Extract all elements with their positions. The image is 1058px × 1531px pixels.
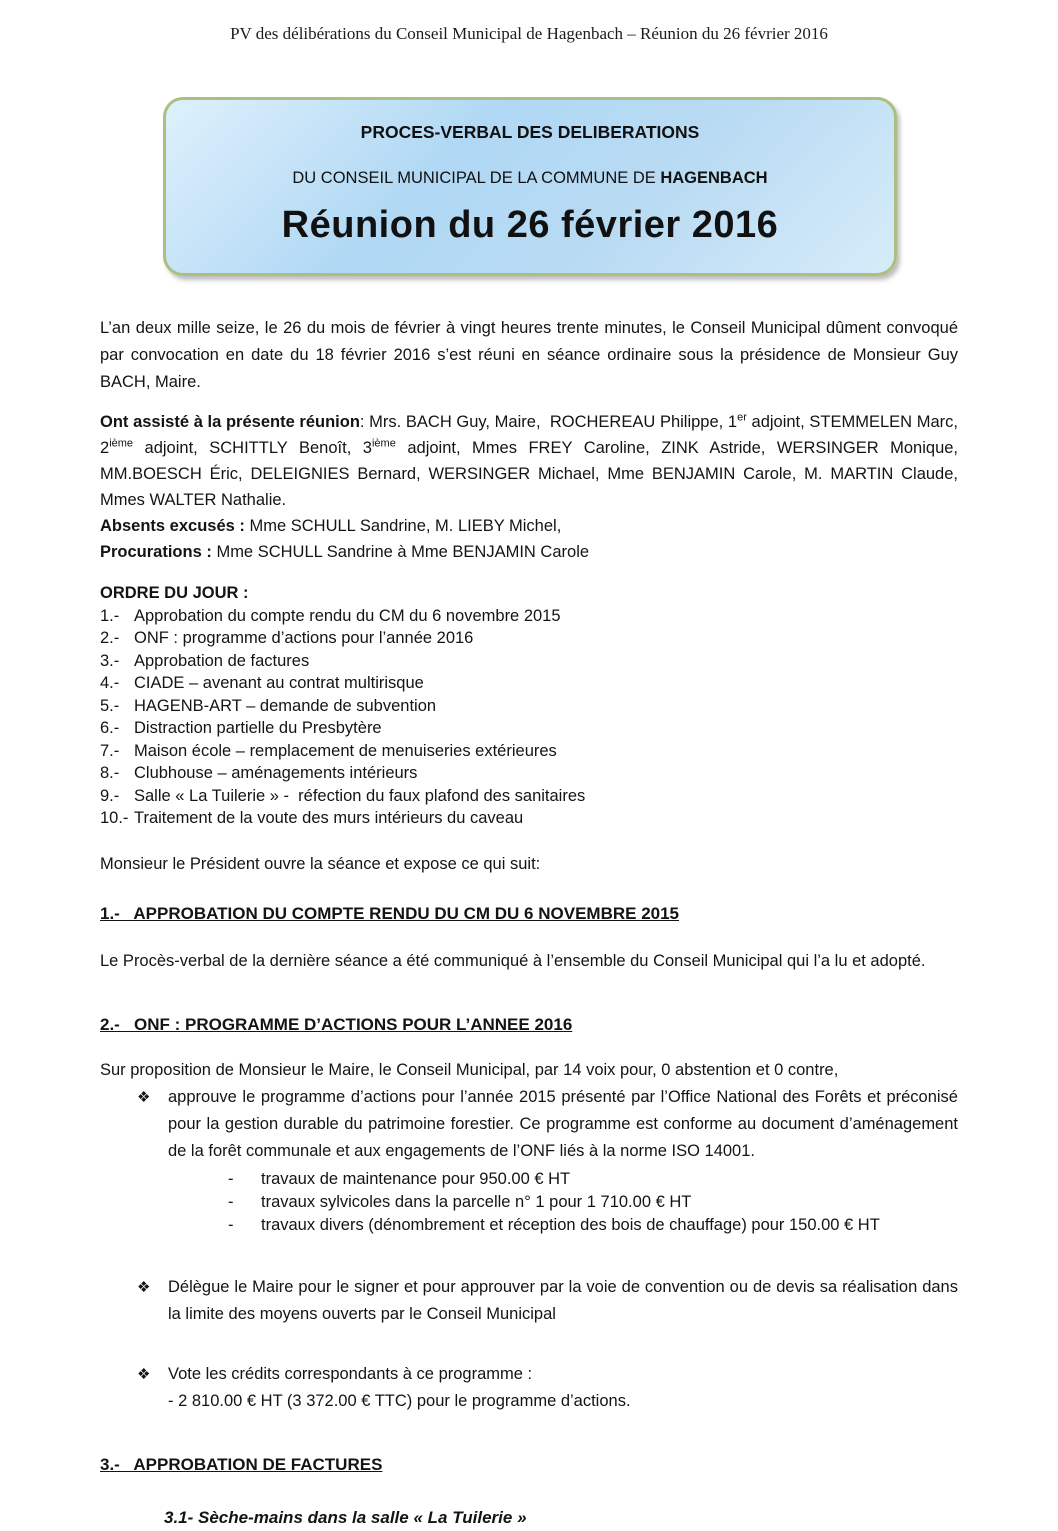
agenda-item xyxy=(100,672,958,695)
attendees-part2: adjoint, STEMMELEN Marc, 2 xyxy=(100,413,958,457)
bullet-text: Vote les crédits correspondants à ce programme : xyxy=(168,1364,533,1383)
agenda-item-text: Traitement de la voute des murs intérieurs du caveau xyxy=(134,809,524,827)
agenda-item xyxy=(100,650,958,673)
attendees-sup-er: er xyxy=(737,411,747,424)
intro-paragraph: L’an deux mille seize, le 26 du mois de février à vingt heures trente minutes, le Conseil Municipal dûment convoqué par convocation en date du 18 février 2016 s’est réuni en séance ordinaire sous la présidence de Monsieur Guy BACH, Maire. xyxy=(100,319,958,391)
meeting-title: Réunion du 26 février 2016 xyxy=(281,204,779,246)
agenda-item-text: ONF : programme d’actions pour l’année 2016 xyxy=(134,629,474,647)
absents-line xyxy=(100,513,958,539)
absents-text: Mme SCHULL Sandrine, M. LIEBY Michel, xyxy=(244,517,562,535)
running-header: PV des délibérations du Conseil Municipal de Hagenbach – Réunion du 26 février 2016 xyxy=(230,24,828,43)
bullet-item-delegue xyxy=(100,1274,958,1328)
agenda-item-number: 10.- xyxy=(100,809,129,827)
agenda-item xyxy=(100,740,958,763)
diamond-bullet-icon: ❖ xyxy=(137,1088,151,1106)
section-2-intro: Sur proposition de Monsieur le Maire, le Conseil Municipal, par 14 voix pour, 0 abstention et 0 contre, xyxy=(100,1060,839,1079)
attendees-block xyxy=(100,409,958,565)
agenda-item-number: 2.- xyxy=(100,629,120,647)
bullet-text: Délègue le Maire pour le signer et pour approuver par la voie de convention ou de devis sa réalisation dans la limite des moyens ouverts par le Conseil Municipal xyxy=(168,1277,958,1323)
agenda-item xyxy=(100,807,958,830)
bullet-item-approve xyxy=(100,1084,958,1165)
sub-dash-text: travaux divers (dénombrement et réception des bois de chauffage) pour 150.00 € HT xyxy=(261,1215,880,1234)
attendees-sup-2ieme: ième xyxy=(109,437,134,450)
agenda-item-text: HAGENB-ART – demande de subvention xyxy=(134,696,437,715)
dash-icon: - xyxy=(228,1192,234,1211)
agenda-item-number: 3.- xyxy=(100,651,120,670)
sub-dash-item xyxy=(100,1168,958,1191)
proces-verbal-heading: PROCES-VERBAL DES DELIBERATIONS xyxy=(360,122,700,142)
agenda-item-text: Approbation du compte rendu du CM du 6 novembre 2015 xyxy=(134,606,561,625)
section-2-heading: 2.- ONF : PROGRAMME D’ACTIONS POUR L’ANNEE 2016 xyxy=(100,1014,573,1034)
section-1-heading: 1.- APPROBATION DU COMPTE RENDU DU CM DU 6 NOVEMBRE 2015 xyxy=(100,903,680,923)
diamond-bullet-icon: ❖ xyxy=(137,1278,151,1296)
procurations-label: Procurations : xyxy=(100,543,212,561)
agenda-item-number: 7.- xyxy=(100,741,120,760)
agenda-item xyxy=(100,695,958,718)
agenda-item-number: 5.- xyxy=(100,696,120,715)
agenda-item-number: 1.- xyxy=(100,606,120,625)
bullet-item-vote xyxy=(100,1361,958,1388)
attendees-paragraph xyxy=(100,409,958,513)
agenda-item-number: 6.- xyxy=(100,719,120,737)
agenda-item xyxy=(100,717,958,740)
section-3-1-subheading: 3.1- Sèche-mains dans la salle « La Tuilerie » xyxy=(164,1507,527,1527)
agenda-item xyxy=(100,762,958,785)
procurations-text: Mme SCHULL Sandrine à Mme BENJAMIN Carole xyxy=(211,543,590,561)
agenda-list xyxy=(100,605,958,830)
title-box xyxy=(163,97,897,276)
agenda-item-text: Salle « La Tuilerie » - réfection du faux plafond des sanitaires xyxy=(134,786,586,805)
attendees-part1: : Mrs. BACH Guy, Maire, ROCHEREAU Philippe, 1 xyxy=(359,413,738,431)
agenda-item-text: Distraction partielle du Presbytère xyxy=(134,719,382,737)
bullet-text: approuve le programme d’actions pour l’année 2015 présenté par l’Office National des Forêts et préconisé pour la gestion durable du patrimoine forestier. Ce programme est conforme au document d’aménagement de la forêt communale et aux engagements de l’ONF liés à la norme ISO 14001. xyxy=(168,1087,958,1160)
sub-dash-text: travaux de maintenance pour 950.00 € HT xyxy=(261,1169,571,1188)
dash-icon: - xyxy=(228,1215,234,1234)
agenda-item-text: CIADE – avenant au contrat multirisque xyxy=(134,674,424,692)
dash-icon: - xyxy=(228,1169,234,1188)
absents-label: Absents excusés : xyxy=(100,517,245,535)
sub-dash-list xyxy=(100,1168,958,1237)
section-1-body: Le Procès-verbal de la dernière séance a été communiqué à l’ensemble du Conseil Municipal qui l’a lu et adopté. xyxy=(100,951,926,970)
diamond-bullet-icon: ❖ xyxy=(137,1365,151,1383)
agenda-item-text: Approbation de factures xyxy=(134,651,310,670)
sub-dash-text: travaux sylvicoles dans la parcelle n° 1 pour 1 710.00 € HT xyxy=(261,1192,692,1211)
sub-dash-item xyxy=(100,1214,958,1237)
agenda-item-number: 9.- xyxy=(100,786,120,805)
agenda-item-text: Maison école – remplacement de menuiseries extérieures xyxy=(134,741,557,760)
agenda-item-text: Clubhouse – aménagements intérieurs xyxy=(134,764,418,782)
opening-line: Monsieur le Président ouvre la séance et expose ce qui suit: xyxy=(100,854,541,873)
sub-dash-item xyxy=(100,1191,958,1214)
agenda-item-number: 8.- xyxy=(100,764,120,782)
attendees-part4: adjoint, Mmes FREY Caroline, ZINK Astride, WERSINGER Monique, MM.BOESCH Éric, DELEIGNIES Bernard, WERSINGER Michael, Mme BENJAMIN Carole, M. MARTIN Claude, Mmes WALTER Nathalie. xyxy=(100,439,959,509)
attendees-sup-3ieme: ième xyxy=(371,437,396,450)
commune-line-prefix: DU CONSEIL MUNICIPAL DE LA COMMUNE DE xyxy=(292,169,661,187)
agenda-item xyxy=(100,605,958,628)
agenda-title: ORDRE DU JOUR : xyxy=(100,584,249,602)
attendees-label: Ont assisté à la présente réunion xyxy=(100,413,360,431)
commune-line xyxy=(166,169,894,188)
attendees-part3: adjoint, SCHITTLY Benoît, 3 xyxy=(133,439,372,457)
procurations-line xyxy=(100,539,958,565)
commune-name: HAGENBACH xyxy=(660,169,768,187)
section-3-heading: 3.- APPROBATION DE FACTURES xyxy=(100,1454,383,1474)
agenda-item-number: 4.- xyxy=(100,674,120,692)
agenda-item xyxy=(100,627,958,650)
agenda-item xyxy=(100,785,958,808)
credits-amount-line: - 2 810.00 € HT (3 372.00 € TTC) pour le programme d’actions. xyxy=(168,1391,631,1410)
